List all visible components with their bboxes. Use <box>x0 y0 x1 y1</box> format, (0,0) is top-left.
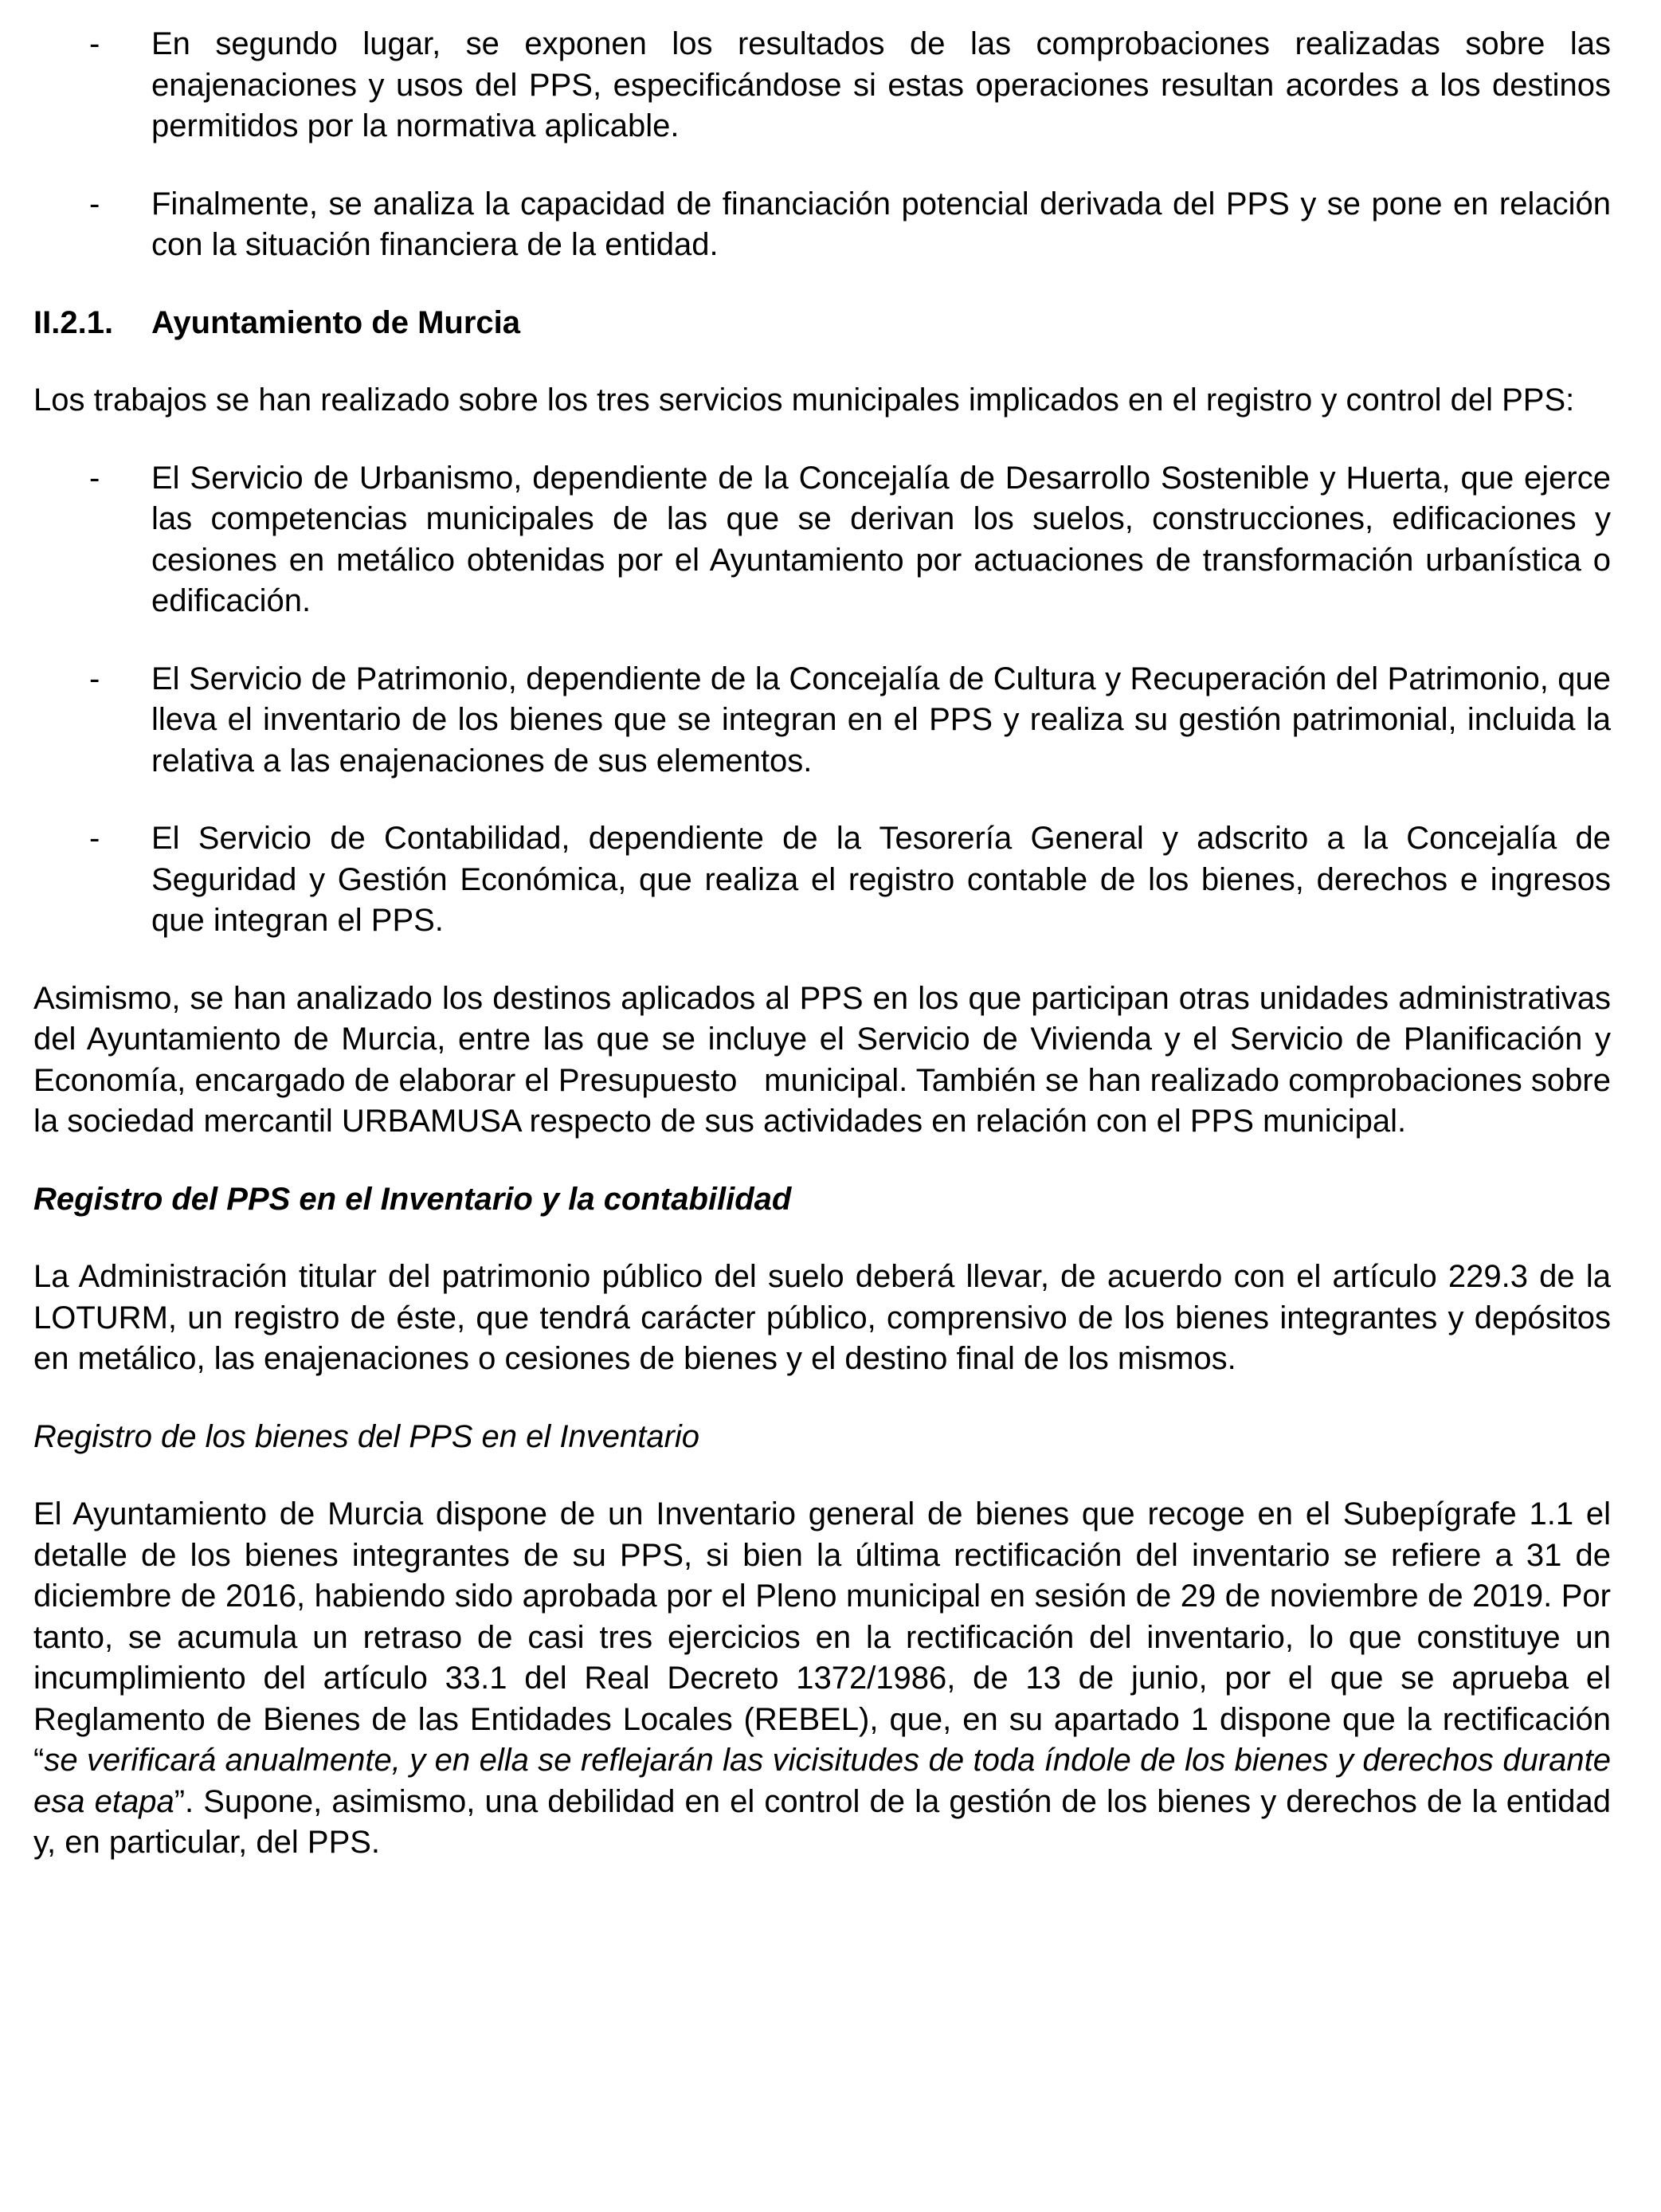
service-bullet-urbanismo <box>33 458 1611 622</box>
italic-title-bienes: Registro de los bienes del PPS en el Inventario <box>33 1418 700 1454</box>
service-bullet-patrimonio <box>33 659 1611 782</box>
paragraph-inventario <box>33 1494 1611 1864</box>
paragraph-trabajos: Los trabajos se han realizado sobre los tres servicios municipales implicados en el registro y control del PPS: <box>33 382 1575 418</box>
paragraph-asimismo: Asimismo, se han analizado los destinos aplicados al PPS en los que participan otras unidades administrativas del Ayuntamiento de Murcia, entre las que se incluye el Servicio de Vivienda y el Servicio de Planificación y Economía, encargado de elaborar el Presupuesto municipal. También se han realizado comprobaciones sobre la sociedad mercantil URBAMUSA respecto de sus actividades en relación con el PPS municipal. <box>33 980 1620 1139</box>
service-bullet-text: El Servicio de Contabilidad, dependiente de la Tesorería General y adscrito a la Concejalía de Seguridad y Gestión Económica, que realiza el registro contable de los bienes, derechos e ingresos que integran el PPS. <box>151 821 1611 938</box>
paragraph-inventario-part1: El Ayuntamiento de Murcia dispone de un Inventario general de bienes que recoge en el Subepígrafe 1.1 el detalle de los bienes integrantes de su PPS, si bien la última rectificación del inventario se refiere a 31 de diciembre de 2016, habiendo sido aprobada por el Pleno municipal en sesión de 29 de noviembre de 2019. Por tanto, se acumula un retraso de casi tres ejercicios en la rectificación del inventario, lo que constituye un incumplimiento del artículo 33.1 del Real Decreto 1372/1986, de 13 de junio, por el que se aprueba el Reglamento de Bienes de las Entidades Locales (REBEL), que, en su apartado 1 dispone que la rectificación “ <box>33 1496 1611 1778</box>
intro-bullet-2 <box>33 184 1611 266</box>
intro-bullet-text: En segundo lugar, se exponen los resultados de las comprobaciones realizadas sobre las enajenaciones y usos del PPS, especificándose si estas operaciones resultan acordes a los destinos permitidos por la normativa aplicable. <box>151 26 1611 143</box>
service-bullet-text: El Servicio de Patrimonio, dependiente de la Concejalía de Cultura y Recuperación del Patrimonio, que lleva el inventario de los bienes que se integran en el PPS y realiza su gestión patrimonial, incluida la relativa a las enajenaciones de sus elementos. <box>151 661 1611 779</box>
intro-bullet-1 <box>33 24 1611 147</box>
paragraph-administracion: La Administración titular del patrimonio público del suelo deberá llevar, de acuerdo con el artículo 229.3 de la LOTURM, un registro de éste, que tendrá carácter público, comprensivo de los bienes integrantes y depósitos en metálico, las enajenaciones o cesiones de bienes y el destino final de los mismos. <box>33 1259 1611 1376</box>
paragraph-inventario-part2: ”. Supone, asimismo, una debilidad en el control de la gestión de los bienes y derechos de la entidad y, en particular, del PPS. <box>33 1783 1611 1860</box>
intro-bullet-text: Finalmente, se analiza la capacidad de financiación potencial derivada del PPS y se pone en relación con la situación financiera de la entidad. <box>151 186 1611 262</box>
section-heading <box>33 303 1611 344</box>
service-bullet-contabilidad <box>33 818 1611 942</box>
bullet-dash: - <box>89 186 100 222</box>
bullet-dash: - <box>89 26 100 61</box>
service-bullet-text: El Servicio de Urbanismo, dependiente de la Concejalía de Desarrollo Sostenible y Huerta, que ejerce las competencias municipales de las que se derivan los suelos, construcciones, edificaciones y cesiones en metálico obtenidas por el Ayuntamiento por actuaciones de transformación urbanística o edificación. <box>151 460 1611 618</box>
document-page <box>33 24 1620 1864</box>
section-title: Ayuntamiento de Murcia <box>151 304 521 340</box>
bullet-dash: - <box>89 821 100 856</box>
subheading-registro: Registro del PPS en el Inventario y la contabilidad <box>33 1181 792 1217</box>
bullet-dash: - <box>89 460 100 496</box>
section-number: II.2.1. <box>33 304 114 340</box>
paragraph-inventario-quote: se verificará anualmente, y en ella se reflejarán las vicisitudes de toda índole de los bienes y derechos durante esa etapa <box>33 1743 1611 1819</box>
bullet-dash: - <box>89 661 100 696</box>
